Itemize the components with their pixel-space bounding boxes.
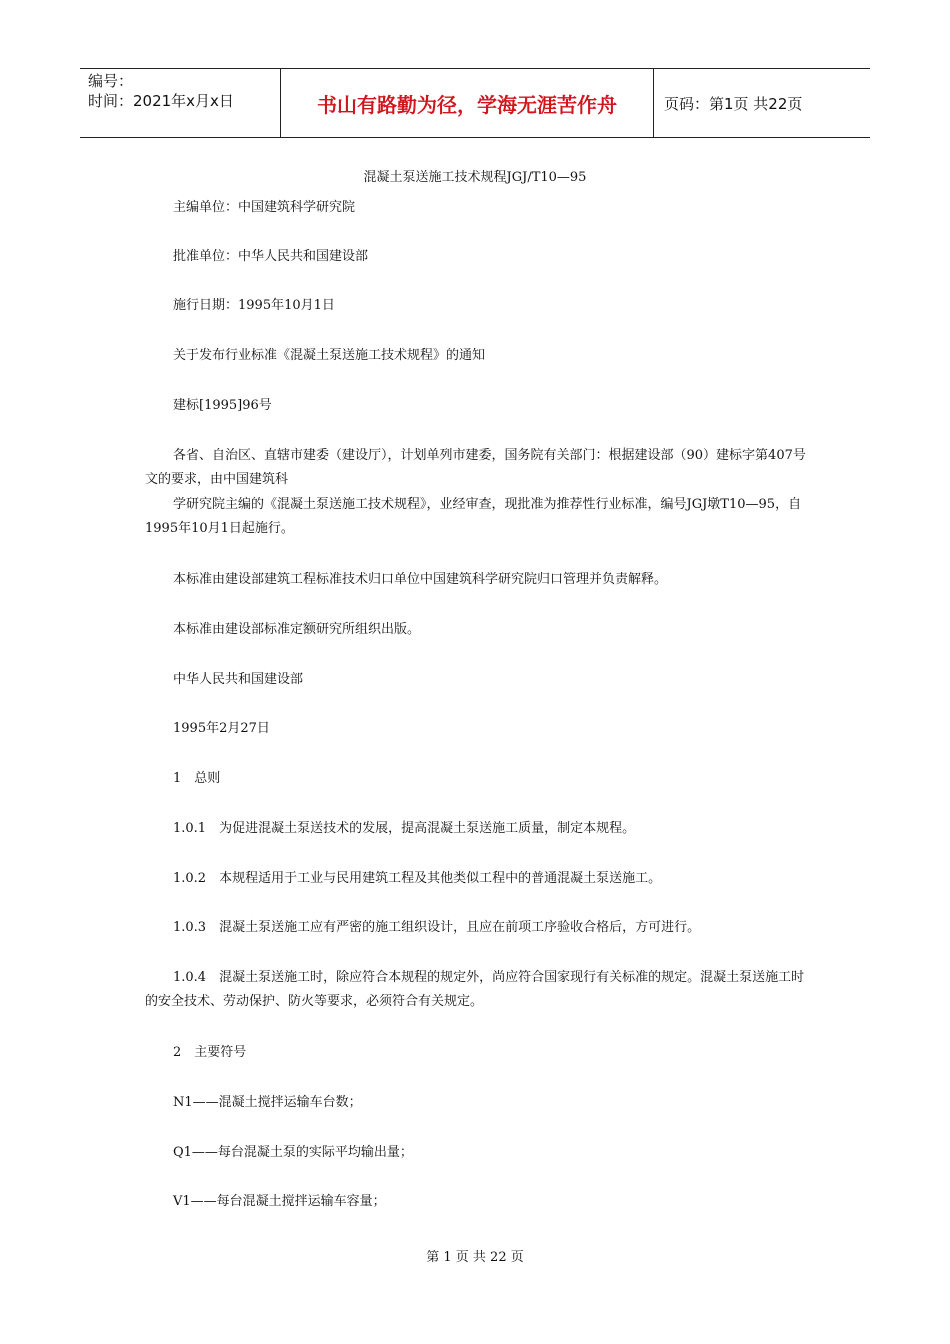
paragraph: 本标准由建设部建筑工程标准技术归口单位中国建筑科学研究院归口管理并负责解释。 <box>173 572 668 587</box>
page-header <box>80 68 870 138</box>
paragraph: 建标[1995]96号 <box>173 398 272 413</box>
clause: 1.0.2 本规程适用于工业与民用建筑工程及其他类似工程中的普通混凝土泵送施工。 <box>173 871 662 886</box>
section-heading: 2 主要符号 <box>173 1045 247 1060</box>
paragraph: 1995年2月27日 <box>173 721 270 736</box>
symbol-definition: Q1——每台混凝土泵的实际平均输出量； <box>173 1145 413 1160</box>
paragraph: 批准单位：中华人民共和国建设部 <box>173 249 369 264</box>
number-label: 编号： <box>88 72 134 90</box>
page-footer: 第 1 页 共 22 页 <box>426 1250 524 1265</box>
paragraph: 学研究院主编的《混凝土泵送施工技术规程》，业经审查，现批准为推荐性行业标准，编号JGJ墩T10—95，自1995年10月1日起施行。 <box>145 497 802 536</box>
paragraph: 本标准由建设部标准定额研究所组织出版。 <box>173 622 421 637</box>
time-label: 时间：2021年x月x日 <box>88 92 234 110</box>
clause: 1.0.3 混凝土泵送施工应有严密的施工组织设计，且应在前项工序验收合格后，方可进行。 <box>173 920 701 935</box>
header-meta <box>80 69 281 137</box>
header-motto: 书山有路勤为径，学海无涯苦作舟 <box>281 69 654 137</box>
clause: 1.0.1 为促进混凝土泵送技术的发展，提高混凝土泵送施工质量，制定本规程。 <box>173 821 636 836</box>
symbol-definition: V1——每台混凝土搅拌运输车容量； <box>173 1194 386 1209</box>
document-title: 混凝土泵送施工技术规程JGJ/T10—95 <box>363 170 587 185</box>
section-heading: 1 总则 <box>173 771 221 786</box>
header-page-info: 页码：第1页 共22页 <box>664 94 803 113</box>
paragraph: 主编单位：中国建筑科学研究院 <box>173 200 356 215</box>
symbol-definition: N1——混凝土搅拌运输车台数； <box>173 1095 362 1110</box>
paragraph: 关于发布行业标准《混凝土泵送施工技术规程》的通知 <box>173 348 486 363</box>
paragraph: 中华人民共和国建设部 <box>173 672 304 687</box>
paragraph: 施行日期：1995年10月1日 <box>173 298 335 313</box>
paragraph: 各省、自治区、直辖市建委（建设厅），计划单列市建委，国务院有关部门：根据建设部（90）建标字第407号文的要求，由中国建筑科 <box>145 448 806 487</box>
clause: 1.0.4 混凝土泵送施工时，除应符合本规程的规定外，尚应符合国家现行有关标准的规定。混凝土泵送施工时的安全技术、劳动保护、防火等要求，必须符合有关规定。 <box>145 970 805 1009</box>
